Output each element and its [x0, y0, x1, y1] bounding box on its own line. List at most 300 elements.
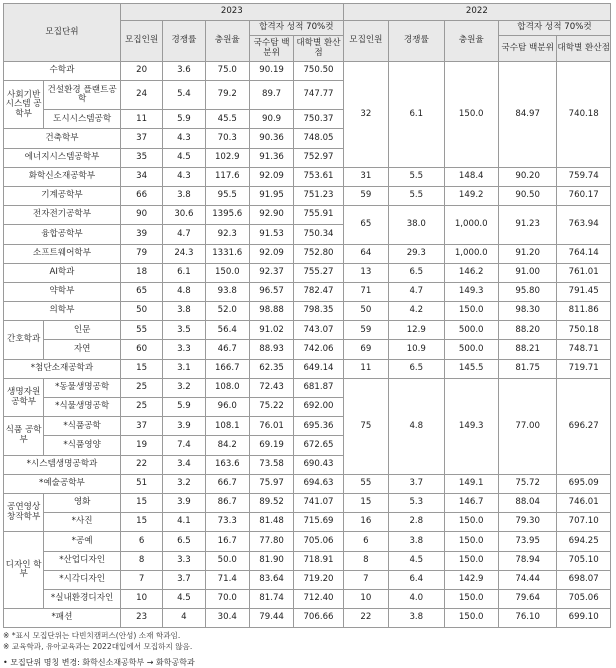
- table-row: [4, 263, 611, 282]
- cell: 18: [120, 263, 162, 282]
- admission-results: [3, 3, 611, 668]
- unit-name: *패션: [4, 609, 121, 628]
- cell: 75.97: [249, 474, 293, 493]
- cell: 6.1: [163, 263, 205, 282]
- cell: 102.9: [205, 148, 249, 167]
- cell: 4.7: [389, 282, 444, 301]
- cell: 748.71: [557, 340, 611, 359]
- cell: 60: [120, 340, 162, 359]
- cell: 752.80: [294, 244, 343, 263]
- cell: 98.88: [249, 302, 293, 321]
- cell: 79.30: [498, 513, 556, 532]
- cell: 149.1: [444, 474, 498, 493]
- cell: 75.22: [249, 398, 293, 417]
- cell: 5.9: [163, 398, 205, 417]
- cell: 3.3: [163, 340, 205, 359]
- cell: 3.6: [163, 62, 205, 81]
- cell: 89.52: [249, 493, 293, 512]
- cell: 3.4: [163, 455, 205, 474]
- cell: 52.0: [205, 302, 249, 321]
- cell: 698.07: [557, 570, 611, 589]
- cell: 51: [120, 474, 162, 493]
- unit-name: 인문: [44, 321, 121, 340]
- cell: 24.3: [163, 244, 205, 263]
- cell: 92.37: [249, 263, 293, 282]
- cell: 16: [343, 513, 388, 532]
- cell: 705.06: [557, 589, 611, 608]
- cell: 798.35: [294, 302, 343, 321]
- unit-name: 영화: [44, 493, 121, 512]
- cell: 84.97: [498, 62, 556, 168]
- unit-name: *식물생명공학: [44, 398, 121, 417]
- cell: 79.64: [498, 589, 556, 608]
- table-row: [4, 551, 611, 570]
- cell: 4.5: [389, 551, 444, 570]
- group-design: 디자인 학부: [4, 532, 44, 609]
- cell: 166.7: [205, 359, 249, 378]
- cell: 694.63: [294, 474, 343, 493]
- cell: 81.74: [249, 589, 293, 608]
- col-unit: 모집단위: [4, 4, 121, 62]
- cell: 150.0: [444, 532, 498, 551]
- cell: 500.0: [444, 340, 498, 359]
- cell: 150.0: [444, 609, 498, 628]
- year-2023: 2023: [120, 4, 343, 21]
- cell: 84.2: [205, 436, 249, 455]
- cell: 50: [120, 302, 162, 321]
- unit-name: *사진: [44, 513, 121, 532]
- cell: 91.02: [249, 321, 293, 340]
- cell: 65: [343, 206, 388, 244]
- cell: 5.4: [163, 81, 205, 110]
- cell: 755.91: [294, 206, 343, 225]
- table-row: [4, 167, 611, 186]
- cell: 649.14: [294, 359, 343, 378]
- cell: 149.3: [444, 282, 498, 301]
- name-change-note: [3, 657, 611, 668]
- change-prefix: • 모집단위 명칭 변경: 화학신소재공학부: [3, 658, 145, 668]
- cell: 23: [120, 609, 162, 628]
- cell: 3.8: [389, 532, 444, 551]
- cell: 31: [343, 167, 388, 186]
- cell: 59: [343, 321, 388, 340]
- unit-name: *식품영양: [44, 436, 121, 455]
- cell: 93.8: [205, 282, 249, 301]
- cell: 91.20: [498, 244, 556, 263]
- col-cutoff-2022: 합격자 성적 70%컷: [498, 21, 610, 36]
- cell: 3.8: [389, 609, 444, 628]
- cell: 108.0: [205, 378, 249, 397]
- cell: 695.36: [294, 417, 343, 436]
- cell: 91.53: [249, 225, 293, 244]
- col-fill-2022: 충원율: [444, 21, 498, 62]
- cell: 750.50: [294, 62, 343, 81]
- col-fill-2023: 충원율: [205, 21, 249, 62]
- cell: 149.2: [444, 186, 498, 205]
- cell: 696.27: [557, 378, 611, 474]
- cell: 30.4: [205, 609, 249, 628]
- group-performing: 공연영상 창작학부: [4, 493, 44, 531]
- cell: 755.27: [294, 263, 343, 282]
- cell: 740.18: [557, 62, 611, 168]
- unit-name: *동물생명공학: [44, 378, 121, 397]
- cell: 10.9: [389, 340, 444, 359]
- arrow-right-icon: →: [146, 658, 154, 668]
- cell: 750.18: [557, 321, 611, 340]
- unit-name: *식품공학: [44, 417, 121, 436]
- table-row: [4, 378, 611, 397]
- table-row: [4, 493, 611, 512]
- cell: 699.10: [557, 609, 611, 628]
- cell: 73.95: [498, 532, 556, 551]
- cell: 764.14: [557, 244, 611, 263]
- cell: 4.2: [389, 302, 444, 321]
- cell: 719.20: [294, 570, 343, 589]
- cell: 5.9: [163, 110, 205, 129]
- cell: 672.65: [294, 436, 343, 455]
- cell: 77.00: [498, 378, 556, 474]
- cell: 71.4: [205, 570, 249, 589]
- change-suffix: 화학공학과: [156, 658, 195, 668]
- cell: 5.3: [389, 493, 444, 512]
- cell: 11: [120, 110, 162, 129]
- unit-name: 건축학부: [4, 129, 121, 148]
- cell: 718.91: [294, 551, 343, 570]
- unit-name: 의학부: [4, 302, 121, 321]
- cell: 65: [120, 282, 162, 301]
- cell: 760.17: [557, 186, 611, 205]
- cell: 15: [120, 359, 162, 378]
- cell: 8: [120, 551, 162, 570]
- table-row: [4, 244, 611, 263]
- cell: 15: [343, 493, 388, 512]
- unit-name: AI학과: [4, 263, 121, 282]
- cell: 16.7: [205, 532, 249, 551]
- year-2022: 2022: [343, 4, 610, 21]
- unit-name: 도시시스템공학: [44, 110, 121, 129]
- unit-name: *공예: [44, 532, 121, 551]
- cell: 6: [120, 532, 162, 551]
- cell: 45.5: [205, 110, 249, 129]
- cell: 7.4: [163, 436, 205, 455]
- cell: 95.5: [205, 186, 249, 205]
- cell: 74.44: [498, 570, 556, 589]
- cell: 83.64: [249, 570, 293, 589]
- unit-name: 소프트웨어학부: [4, 244, 121, 263]
- cell: 91.36: [249, 148, 293, 167]
- cell: 146.7: [444, 493, 498, 512]
- cell: 3.7: [163, 570, 205, 589]
- cell: 4: [163, 609, 205, 628]
- cell: 59: [343, 186, 388, 205]
- cell: 748.05: [294, 129, 343, 148]
- cell: 150.0: [444, 551, 498, 570]
- cell: 79.2: [205, 81, 249, 110]
- unit-name: *시각디자인: [44, 570, 121, 589]
- cell: 3.9: [163, 417, 205, 436]
- cell: 741.07: [294, 493, 343, 512]
- cell: 78.94: [498, 551, 556, 570]
- cell: 25: [120, 378, 162, 397]
- table-row: [4, 359, 611, 378]
- cell: 12.9: [389, 321, 444, 340]
- unit-name: 자연: [44, 340, 121, 359]
- cell: 96.0: [205, 398, 249, 417]
- cell: 4.3: [163, 129, 205, 148]
- cell: 782.47: [294, 282, 343, 301]
- footnote-campus: ※ *표시 모집단위는 다빈치캠퍼스(안성) 소재 학과임.: [3, 631, 181, 641]
- cell: 46.7: [205, 340, 249, 359]
- cell: 75: [343, 378, 388, 474]
- cell: 77.80: [249, 532, 293, 551]
- cell: 88.93: [249, 340, 293, 359]
- cell: 148.4: [444, 167, 498, 186]
- cell: 92.3: [205, 225, 249, 244]
- cell: 3.2: [163, 474, 205, 493]
- unit-name: *산업디자인: [44, 551, 121, 570]
- admission-table: [3, 3, 611, 628]
- cell: 750.34: [294, 225, 343, 244]
- cell: 4.5: [163, 148, 205, 167]
- cell: 70.3: [205, 129, 249, 148]
- cell: 29.3: [389, 244, 444, 263]
- cell: 50.0: [205, 551, 249, 570]
- cell: 500.0: [444, 321, 498, 340]
- table-row: [4, 206, 611, 225]
- unit-name: 융합공학부: [4, 225, 121, 244]
- cell: 50: [343, 302, 388, 321]
- cell: 90.9: [249, 110, 293, 129]
- table-row: [4, 589, 611, 608]
- cell: 92.09: [249, 167, 293, 186]
- col-percentile-2023: 국수탐 백분위: [249, 36, 293, 62]
- cell: 117.6: [205, 167, 249, 186]
- cell: 3.7: [389, 474, 444, 493]
- cell: 3.9: [163, 493, 205, 512]
- cell: 95.80: [498, 282, 556, 301]
- cell: 690.43: [294, 455, 343, 474]
- cell: 35: [120, 148, 162, 167]
- cell: 39: [120, 225, 162, 244]
- cell: 71: [343, 282, 388, 301]
- cell: 747.77: [294, 81, 343, 110]
- cell: 19: [120, 436, 162, 455]
- cell: 6.5: [389, 359, 444, 378]
- cell: 3.2: [163, 378, 205, 397]
- cell: 73.3: [205, 513, 249, 532]
- cell: 13: [343, 263, 388, 282]
- cell: 89.7: [249, 81, 293, 110]
- cell: 88.04: [498, 493, 556, 512]
- cell: 705.06: [294, 532, 343, 551]
- cell: 64: [343, 244, 388, 263]
- cell: 92.09: [249, 244, 293, 263]
- cell: 163.6: [205, 455, 249, 474]
- cell: 22: [120, 455, 162, 474]
- cell: 76.01: [249, 417, 293, 436]
- cell: 79: [120, 244, 162, 263]
- cell: 11: [343, 359, 388, 378]
- cell: 88.20: [498, 321, 556, 340]
- cell: 6: [343, 532, 388, 551]
- group-life: 생명자원 공학부: [4, 378, 44, 416]
- cell: 91.00: [498, 263, 556, 282]
- cell: 1395.6: [205, 206, 249, 225]
- cell: 56.4: [205, 321, 249, 340]
- cell: 149.3: [444, 378, 498, 474]
- cell: 150.0: [205, 263, 249, 282]
- cell: 91.23: [498, 206, 556, 244]
- cell: 55: [120, 321, 162, 340]
- cell: 7: [343, 570, 388, 589]
- table-row: [4, 302, 611, 321]
- cell: 705.10: [557, 551, 611, 570]
- cell: 5.5: [389, 186, 444, 205]
- cell: 76.10: [498, 609, 556, 628]
- group-food: 식품 공학부: [4, 417, 44, 455]
- cell: 743.07: [294, 321, 343, 340]
- table-row: [4, 62, 611, 81]
- cell: 142.9: [444, 570, 498, 589]
- unit-name: 건설환경 플랜트공학: [44, 81, 121, 110]
- cell: 15: [120, 513, 162, 532]
- cell: 6.5: [163, 532, 205, 551]
- cell: 88.21: [498, 340, 556, 359]
- cell: 681.87: [294, 378, 343, 397]
- cell: 15: [120, 493, 162, 512]
- col-competition-2023: 경쟁률: [163, 21, 205, 62]
- cell: 4.0: [389, 589, 444, 608]
- cell: 5.5: [389, 167, 444, 186]
- col-recruit-2023: 모집인원: [120, 21, 162, 62]
- cell: 90.50: [498, 186, 556, 205]
- cell: 91.95: [249, 186, 293, 205]
- cell: 753.61: [294, 167, 343, 186]
- cell: 81.90: [249, 551, 293, 570]
- footnote-not-recruited: ※ 교육학과, 유아교육과는 2022대입에서 모집하지 않음.: [3, 642, 193, 652]
- table-row: [4, 513, 611, 532]
- cell: 146.2: [444, 263, 498, 282]
- unit-name: *예술공학부: [4, 474, 121, 493]
- cell: 759.74: [557, 167, 611, 186]
- cell: 6.5: [389, 263, 444, 282]
- footnotes: [3, 630, 611, 652]
- table-row: [4, 186, 611, 205]
- cell: 1,000.0: [444, 244, 498, 263]
- group-nursing: 간호학과: [4, 321, 44, 359]
- col-cutoff-2023: 합격자 성적 70%컷: [249, 21, 343, 36]
- cell: 24: [120, 81, 162, 110]
- cell: 145.5: [444, 359, 498, 378]
- cell: 66.7: [205, 474, 249, 493]
- unit-name: 약학부: [4, 282, 121, 301]
- cell: 4.5: [163, 589, 205, 608]
- table-row: [4, 282, 611, 301]
- unit-name: 전자전기공학부: [4, 206, 121, 225]
- cell: 38.0: [389, 206, 444, 244]
- cell: 4.8: [163, 282, 205, 301]
- cell: 1,000.0: [444, 206, 498, 244]
- cell: 1331.6: [205, 244, 249, 263]
- cell: 763.94: [557, 206, 611, 244]
- cell: 66: [120, 186, 162, 205]
- table-row: [4, 340, 611, 359]
- cell: 694.25: [557, 532, 611, 551]
- col-score-2022: 대학별 환산점: [557, 36, 611, 62]
- cell: 25: [120, 398, 162, 417]
- cell: 706.66: [294, 609, 343, 628]
- unit-name: 에너지시스템공학부: [4, 148, 121, 167]
- cell: 742.06: [294, 340, 343, 359]
- unit-name: *시스템생명공학과: [4, 455, 121, 474]
- cell: 2.8: [389, 513, 444, 532]
- cell: 22: [343, 609, 388, 628]
- cell: 75.0: [205, 62, 249, 81]
- cell: 90.20: [498, 167, 556, 186]
- cell: 4.3: [163, 167, 205, 186]
- group-social: 사회기반 시스템 공학부: [4, 81, 44, 129]
- cell: 150.0: [444, 589, 498, 608]
- cell: 4.1: [163, 513, 205, 532]
- cell: 90.19: [249, 62, 293, 81]
- cell: 746.01: [557, 493, 611, 512]
- cell: 3.8: [163, 186, 205, 205]
- table-row: [4, 532, 611, 551]
- cell: 811.86: [557, 302, 611, 321]
- table-row: [4, 321, 611, 340]
- cell: 55: [343, 474, 388, 493]
- cell: 69.19: [249, 436, 293, 455]
- cell: 72.43: [249, 378, 293, 397]
- unit-name: *실내환경디자인: [44, 589, 121, 608]
- cell: 96.57: [249, 282, 293, 301]
- table-row: [4, 609, 611, 628]
- cell: 751.23: [294, 186, 343, 205]
- cell: 3.1: [163, 359, 205, 378]
- cell: 34: [120, 167, 162, 186]
- cell: 108.1: [205, 417, 249, 436]
- cell: 761.01: [557, 263, 611, 282]
- cell: 750.37: [294, 110, 343, 129]
- col-recruit-2022: 모집인원: [343, 21, 388, 62]
- unit-name: 화학신소재공학부: [4, 167, 121, 186]
- cell: 81.75: [498, 359, 556, 378]
- cell: 37: [120, 129, 162, 148]
- cell: 719.71: [557, 359, 611, 378]
- cell: 10: [343, 589, 388, 608]
- table-row: [4, 474, 611, 493]
- cell: 70.0: [205, 589, 249, 608]
- unit-name: 수학과: [4, 62, 121, 81]
- cell: 86.7: [205, 493, 249, 512]
- cell: 3.5: [163, 321, 205, 340]
- cell: 20: [120, 62, 162, 81]
- cell: 6.4: [389, 570, 444, 589]
- cell: 3.8: [163, 302, 205, 321]
- cell: 692.00: [294, 398, 343, 417]
- unit-name: *첨단소재공학과: [4, 359, 121, 378]
- cell: 37: [120, 417, 162, 436]
- col-score-2023: 대학별 환산점: [294, 36, 343, 62]
- cell: 7: [120, 570, 162, 589]
- cell: 8: [343, 551, 388, 570]
- cell: 73.58: [249, 455, 293, 474]
- cell: 707.10: [557, 513, 611, 532]
- cell: 3.3: [163, 551, 205, 570]
- cell: 4.8: [389, 378, 444, 474]
- cell: 90: [120, 206, 162, 225]
- cell: 69: [343, 340, 388, 359]
